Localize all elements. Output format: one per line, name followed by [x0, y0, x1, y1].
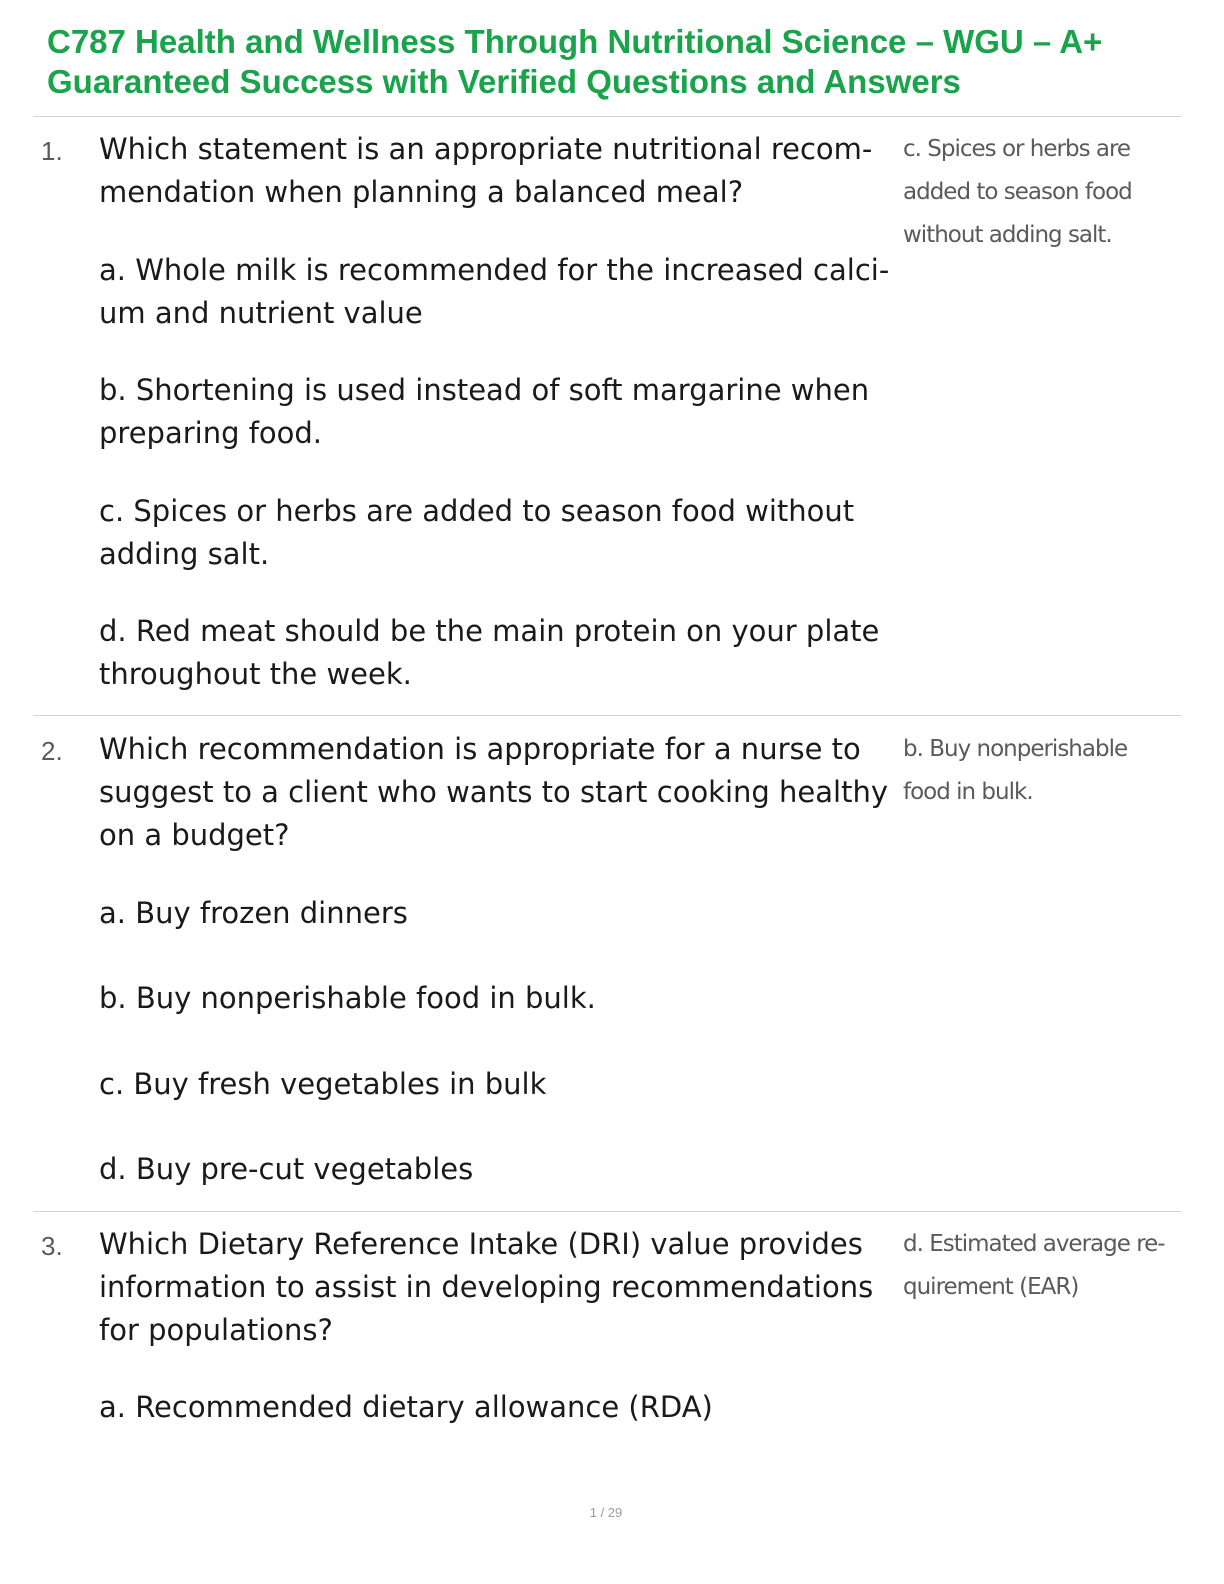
- option-d: d. Red meat should be the main protein on your plate throughout the week.: [99, 614, 880, 691]
- divider: [33, 116, 1181, 117]
- question-number: 1.: [41, 136, 63, 166]
- option-a: a. Recommended dietary allowance (RDA): [99, 1390, 713, 1424]
- question-text: Which recommendation is appropriate for a nurse to suggest to a client who wants to start cooking healthy on a budget?: [99, 732, 889, 852]
- option-b: b. Buy nonperishable food in bulk.: [99, 981, 596, 1015]
- document-title: C787 Health and Wellness Through Nutritional Science – WGU – A+ Guaranteed Success with Verified Questions and Answers: [47, 23, 1103, 100]
- divider: [33, 1211, 1181, 1212]
- question-number: 2.: [41, 736, 63, 766]
- page-number: 1 / 29: [589, 1505, 623, 1520]
- answer-text: b. Buy nonperishable food in bulk.: [903, 736, 1128, 805]
- option-b: b. Shortening is used instead of soft margarine when preparing food.: [99, 373, 870, 450]
- option-a: a. Whole milk is recommended for the increased calci- um and nutrient value: [99, 253, 890, 330]
- question-number: 3.: [41, 1231, 63, 1261]
- answer-text: d. Estimated average re- quirement (EAR): [903, 1231, 1165, 1300]
- option-d: d. Buy pre-cut vegetables: [99, 1152, 474, 1186]
- question-text: Which statement is an appropriate nutritional recom- mendation when planning a balanced meal?: [99, 132, 873, 209]
- divider: [33, 715, 1181, 716]
- answer-text: c. Spices or herbs are added to season food without adding salt.: [903, 136, 1132, 248]
- question-text: Which Dietary Reference Intake (DRI) value provides information to assist in developing recommendations for populations?: [99, 1227, 874, 1347]
- option-a: a. Buy frozen dinners: [99, 896, 408, 930]
- option-c: c. Buy fresh vegetables in bulk: [99, 1067, 547, 1101]
- option-c: c. Spices or herbs are added to season food without adding salt.: [99, 494, 855, 571]
